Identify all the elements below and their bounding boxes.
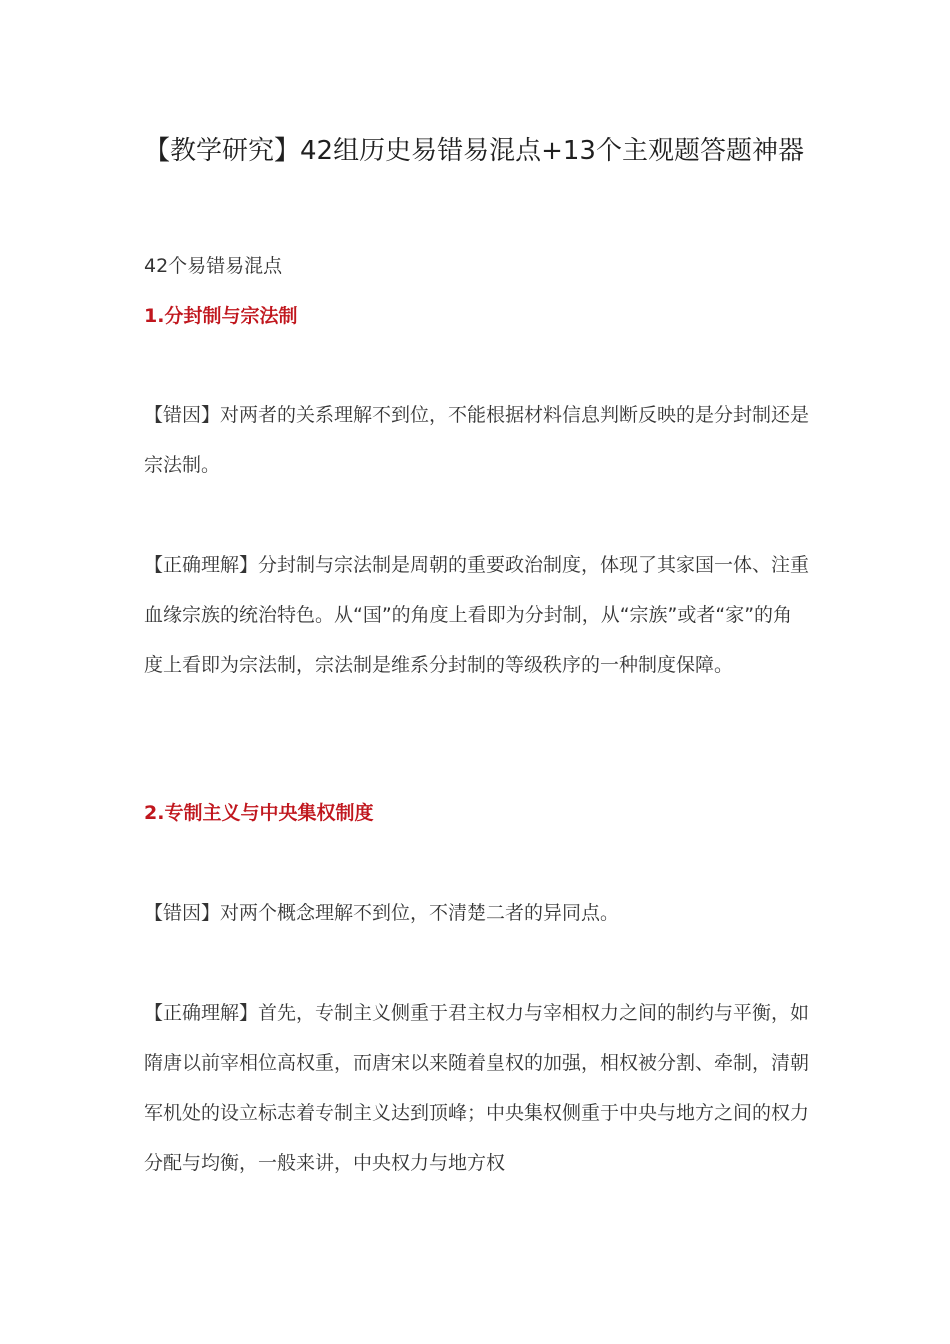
section-2-error-cause: 【错因】对两个概念理解不到位，不清楚二者的异同点。 bbox=[144, 902, 620, 924]
section-1-correct-understanding: 【正确理解】分封制与宗法制是周朝的重要政治制度，体现了其家国一体、注重血缘宗族的统治特色。从“国”的角度上看即为分封制，从“宗族”或者“家”的角度上看即为宗法制，宗法制是维系分封制的等级秩序的一种制度保障。 bbox=[144, 554, 810, 676]
section-1-error-cause: 【错因】对两者的关系理解不到位，不能根据材料信息判断反映的是分封制还是宗法制。 bbox=[144, 404, 810, 476]
document-subtitle: 42个易错易混点 bbox=[144, 255, 283, 277]
document-title: 【教学研究】42组历史易错易混点+13个主观题答题神器 bbox=[144, 136, 804, 166]
section-heading-1: 1.分封制与宗法制 bbox=[144, 305, 298, 327]
section-2-correct-understanding: 【正确理解】首先，专制主义侧重于君主权力与宰相权力之间的制约与平衡，如隋唐以前宰相位高权重，而唐宋以来随着皇权的加强，相权被分割、牵制，清朝军机处的设立标志着专制主义达到顶峰；中央集权侧重于中央与地方之间的权力分配与均衡，一般来讲，中央权力与地方权 bbox=[144, 1002, 810, 1174]
section-heading-2: 2.专制主义与中央集权制度 bbox=[144, 802, 374, 824]
